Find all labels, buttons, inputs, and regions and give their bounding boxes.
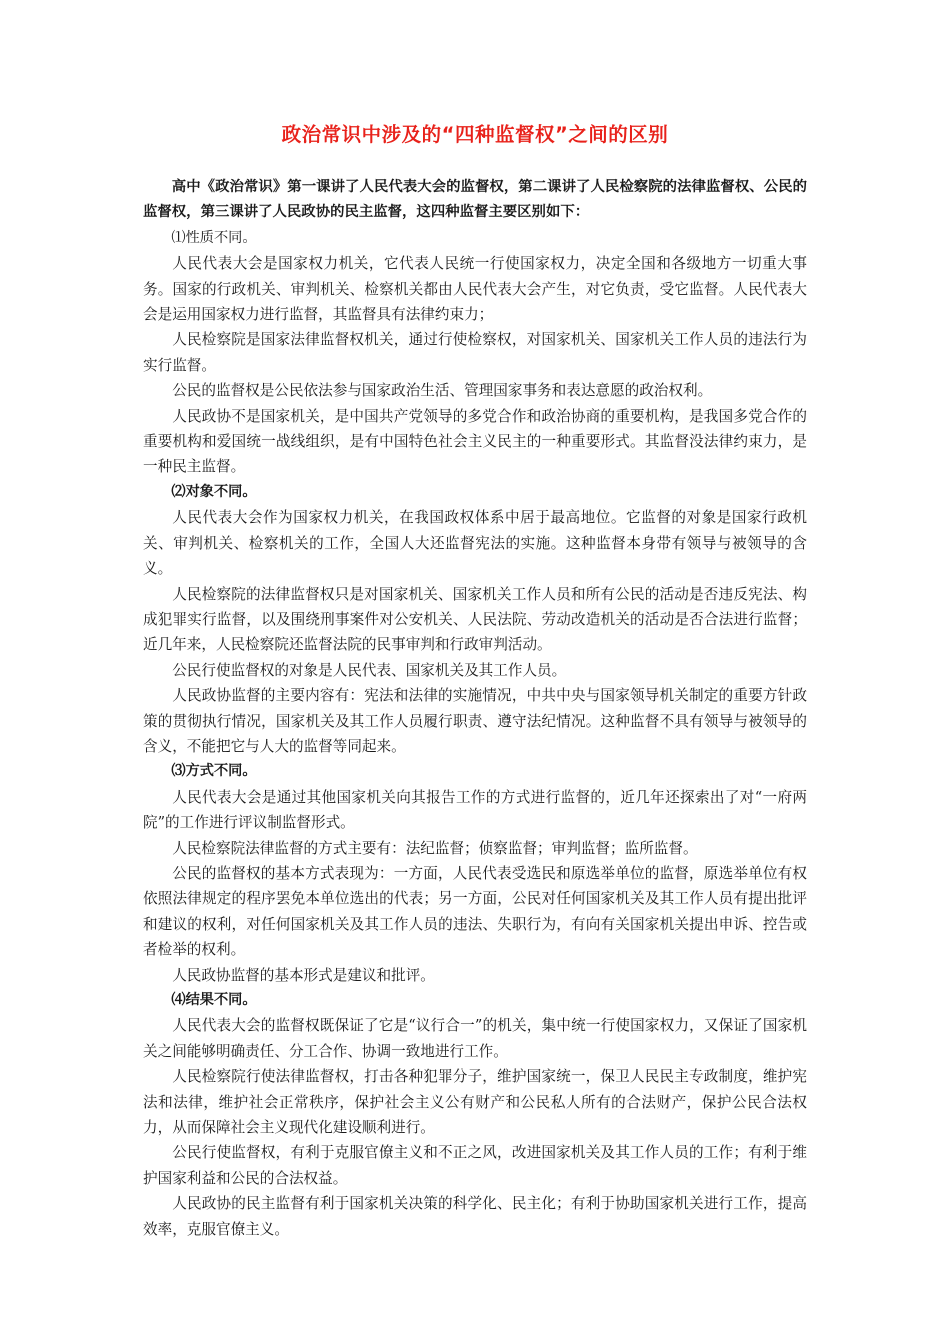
paragraph: 人民检察院是国家法律监督权机关，通过行使检察权，对国家机关、国家机关工作人员的违法行为实行监督。: [143, 331, 807, 374]
paragraph: 人民政协监督的基本形式是建议和批评。: [172, 966, 435, 984]
paragraph: 人民代表大会是通过其他国家机关向其报告工作的方式进行监督的，近几年还探索出了对“一府两院”的工作进行评议制监督形式。: [143, 788, 807, 832]
section-heading-method: ⑶方式不同。: [171, 763, 257, 780]
paragraph: 人民代表大会作为国家权力机关，在我国政权体系中居于最高地位。它监督的对象是国家行政机关、审判机关、检察机关的工作，全国人大还监督宪法的实施。这种监督本身带有领导与被领导的含义。: [143, 509, 807, 578]
paragraph: 人民政协的民主监督有利于国家机关决策的科学化、民主化；有利于协助国家机关进行工作，提高效率，克服官僚主义。: [143, 1195, 807, 1238]
document-body: [143, 175, 807, 1242]
paragraph: 人民检察院的法律监督权只是对国家机关、国家机关工作人员和所有公民的活动是否违反宪法、构成犯罪实行监督，以及围绕刑事案件对公安机关、人民法院、劳动改造机关的活动是否合法进行监督；近几年来，人民检察院还监督法院的民事审判和行政审判活动。: [143, 585, 807, 654]
document-title: 政治常识中涉及的“四种监督权”之间的区别: [281, 123, 669, 146]
paragraph: 人民检察院法律监督的方式主要有：法纪监督；侦察监督；审判监督；监所监督。: [172, 839, 698, 857]
paragraph: 人民检察院行使法律监督权，打击各种犯罪分子，维护国家统一，保卫人民民主专政制度，维护宪法和法律，维护社会正常秩序，保护社会主义公有财产和公民私人所有的合法财产，保护公民合法权力，从而保障社会主义现代化建设顺利进行。: [143, 1068, 807, 1137]
section-heading-nature: ⑴性质不同。: [171, 229, 257, 246]
section-heading-object: ⑵对象不同。: [171, 483, 257, 500]
paragraph: 人民政协不是国家机关，是中国共产党领导的多党合作和政治协商的重要机构，是我国多党合作的重要机构和爱国统一战线组织，是有中国特色社会主义民主的一种重要形式。其监督没法律约束力，是一种民主监督。: [143, 407, 807, 476]
paragraph: 公民的监督权的基本方式表现为：一方面，人民代表受选民和原选举单位的监督，原选举单位有权依照法律规定的程序罢免本单位选出的代表；另一方面，公民对任何国家机关及其工作人员有提出批评和建议的权利，对任何国家机关及其工作人员的违法、失职行为，有向有关国家机关提出申诉、控告或者检举的权利。: [143, 864, 807, 959]
paragraph: 人民代表大会是国家权力机关，它代表人民统一行使国家权力，决定全国和各级地方一切重大事务。国家的行政机关、审判机关、检察机关都由人民代表大会产生，对它负责，受它监督。人民代表大会是运用国家权力进行监督，其监督具有法律约束力；: [143, 255, 807, 324]
paragraph: 人民政协监督的主要内容有：宪法和法律的实施情况，中共中央与国家领导机关制定的重要方针政策的贯彻执行情况，国家机关及其工作人员履行职责、遵守法纪情况。这种监督不具有领导与被领导的含义，不能把它与人大的监督等同起来。: [143, 687, 807, 755]
paragraph: 公民行使监督权，有利于克服官僚主义和不正之风，改进国家机关及其工作人员的工作；有利于维护国家利益和公民的合法权益。: [143, 1144, 807, 1187]
paragraph: 公民的监督权是公民依法参与国家政治生活、管理国家事务和表达意愿的政治权利。: [172, 382, 713, 400]
paragraph: 人民代表大会的监督权既保证了它是“议行合一”的机关，集中统一行使国家权力，又保证了国家机关之间能够明确责任、分工合作、协调一致地进行工作。: [143, 1017, 807, 1060]
intro-paragraph: 高中《政治常识》第一课讲了人民代表大会的监督权，第二课讲了人民检察院的法律监督权、公民的监督权，第三课讲了人民政协的民主监督，这四种监督主要区别如下：: [143, 179, 807, 221]
paragraph: 公民行使监督权的对象是人民代表、国家机关及其工作人员。: [172, 661, 567, 679]
section-heading-result: ⑷结果不同。: [171, 992, 257, 1008]
